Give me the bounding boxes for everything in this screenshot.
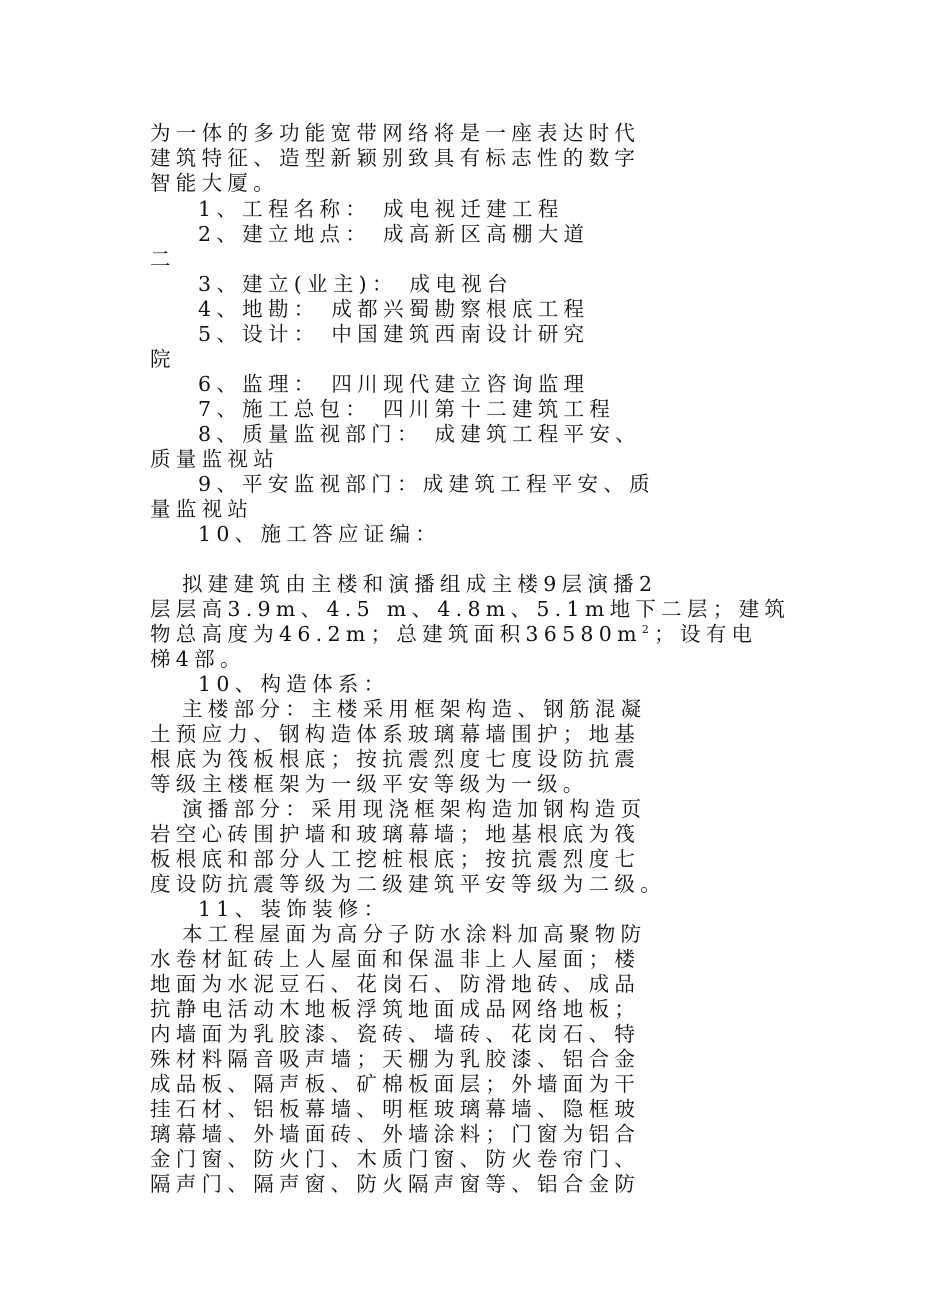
- text-line: 梯4部。: [150, 647, 246, 671]
- list-item-location: 2、建立地点： 成高新区高棚大道: [198, 222, 590, 246]
- text-line: 主楼部分：主楼采用框架构造、钢筋混凝: [182, 697, 647, 721]
- text-span: ；设有电: [654, 622, 758, 646]
- text-line: 量监视站: [150, 497, 254, 521]
- list-item-contractor: 7、施工总包： 四川第十二建筑工程: [198, 397, 616, 421]
- list-item-design: 5、设计： 中国建筑西南设计研究: [198, 322, 590, 346]
- text-line: 智能大厦。: [150, 171, 279, 195]
- text-line: 院: [150, 347, 176, 371]
- list-item-owner: 3、建立(业主)： 成电视台: [198, 272, 513, 296]
- text-line: 为一体的多功能宽带网络将是一座表达时代: [150, 121, 641, 145]
- text-line: 本工程屋面为高分子防水涂料加高聚物防: [182, 922, 647, 946]
- text-span: 物总高度为46.2m；总建筑面积36580m: [150, 622, 642, 646]
- text-line: 水卷材缸砖上人屋面和保温非上人屋面；楼: [150, 947, 641, 971]
- text-line: 板根底和部分人工挖桩根底；按抗震烈度七: [150, 847, 641, 871]
- text-line: 土预应力、钢构造体系玻璃幕墙围护；地基: [150, 722, 641, 746]
- text-line: 拟建建筑由主楼和演播组成主楼9层演播2: [182, 572, 658, 596]
- text-line: 抗静电活动木地板浮筑地面成品网络地板；: [150, 997, 641, 1021]
- list-item-supervision: 6、监理： 四川现代建立咨询监理: [198, 372, 590, 396]
- section-heading-decoration: 11、装饰装修：: [198, 897, 390, 921]
- text-line: [150, 621, 757, 647]
- text-line: 挂石材、铝板幕墙、明框玻璃幕墙、隐框玻: [150, 1097, 641, 1121]
- text-line: 建筑特征、造型新颖别致具有标志性的数字: [150, 146, 641, 170]
- text-line: 成品板、隔声板、矿棉板面层；外墙面为干: [150, 1072, 641, 1096]
- list-item-project-name: 1、工程名称： 成电视迁建工程: [198, 197, 564, 221]
- text-line: 岩空心砖围护墙和玻璃幕墙；地基根底为筏: [150, 822, 641, 846]
- text-line: 质量监视站: [150, 447, 279, 471]
- list-item-permit: 10、施工答应证编：: [198, 522, 442, 546]
- list-item-survey: 4、地勘： 成都兴蜀勘察根底工程: [198, 297, 590, 321]
- text-line: 根底为筏板根底；按抗震烈度七度设防抗震: [150, 747, 641, 771]
- text-line: 隔声门、隔声窗、防火隔声窗等、铝合金防: [150, 1172, 641, 1196]
- text-line: 内墙面为乳胶漆、瓷砖、墙砖、花岗石、特: [150, 1022, 641, 1046]
- text-line: 地面为水泥豆石、花岗石、防滑地砖、成品: [150, 972, 641, 996]
- text-line: 殊材料隔音吸声墙；天棚为乳胶漆、铝合金: [150, 1047, 641, 1071]
- text-line: 璃幕墙、外墙面砖、外墙涂料；门窗为铝合: [150, 1122, 641, 1146]
- text-line: 金门窗、防火门、木质门窗、防火卷帘门、: [150, 1147, 641, 1171]
- list-item-quality: 8、质量监视部门： 成建筑工程平安、: [198, 422, 641, 446]
- text-line: 二: [150, 247, 176, 271]
- text-line: 演播部分：采用现浇框架构造加钢构造页: [182, 797, 647, 821]
- text-line: 层层高3.9m、4.5 m、4.8m、5.1m地下二层；建筑: [150, 597, 791, 621]
- section-heading-structure: 10、构造体系：: [198, 672, 390, 696]
- text-line: 度设防抗震等级为二级建筑平安等级为二级。: [150, 872, 666, 896]
- list-item-safety: 9、平安监视部门：成建筑工程平安、质: [198, 472, 655, 496]
- superscript: 2: [641, 623, 655, 637]
- text-line: 等级主楼框架为一级平安等级为一级。: [150, 772, 589, 796]
